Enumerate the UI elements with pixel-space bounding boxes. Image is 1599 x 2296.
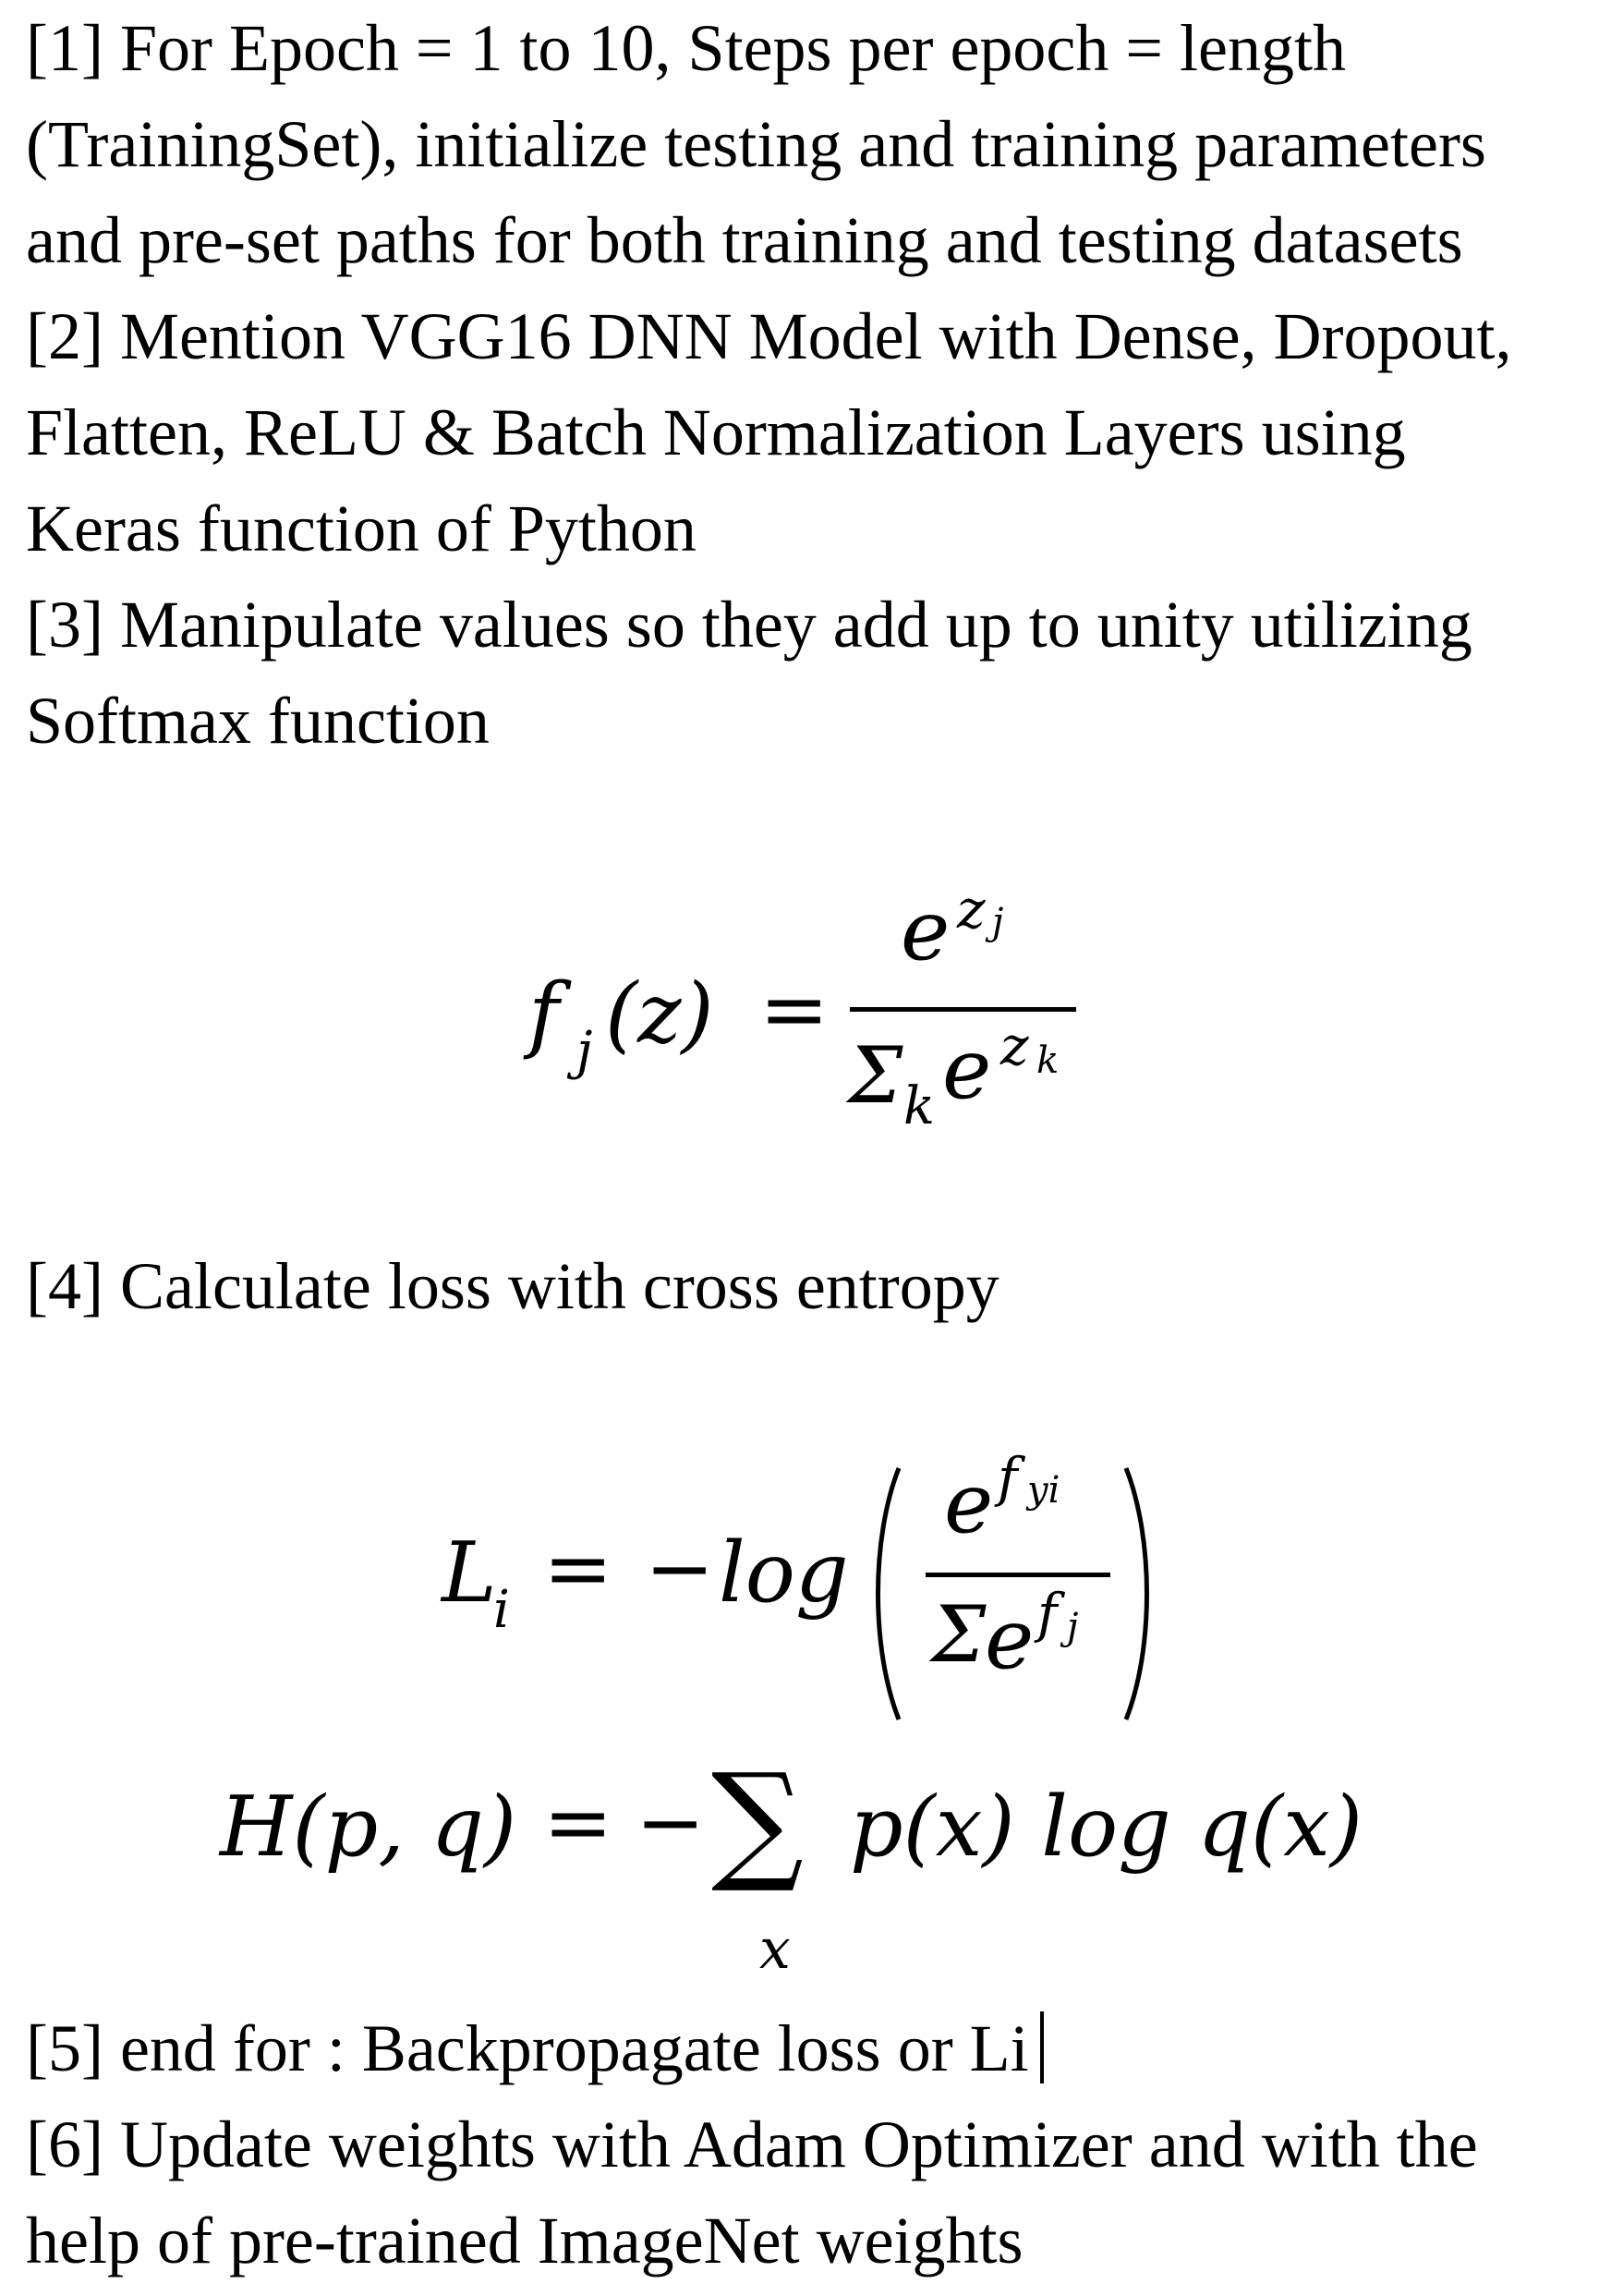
loss-equals: = (543, 1520, 613, 1617)
cross-entropy-rhs: p(x) log q(x) (850, 1779, 1363, 1876)
loss-den-exp-sub: j (1067, 1606, 1079, 1648)
cross-entropy-minus: − (636, 1774, 706, 1871)
loss-fraction-bar (926, 1573, 1110, 1577)
sum-icon: ∑ (711, 1746, 804, 1897)
step-1-line-3: and pre-set paths for both training and testing datasets (26, 203, 1463, 277)
step-4-line-1: [4] Calculate loss with cross entropy (26, 1249, 999, 1323)
softmax-den-base: e (942, 1021, 992, 1118)
loss-den-sigma: Σ (931, 1589, 987, 1680)
softmax-num-exp: z (957, 878, 986, 941)
softmax-den-exp: z (1000, 1014, 1029, 1077)
softmax-den-sigma-sub: k (903, 1076, 935, 1136)
loss-num-exp: f (998, 1446, 1018, 1509)
softmax-lhs-sub: j (576, 1021, 593, 1081)
softmax-lhs-arg: (z) (605, 966, 714, 1063)
step-3-line-1: [3] Manipulate values so they add up to unity utilizing (26, 588, 1472, 662)
softmax-equals: = (759, 961, 830, 1058)
step-2-line-2: Flatten, ReLU & Batch Normalization Layers using (26, 395, 1406, 469)
softmax-num-exp-sub: j (992, 901, 1004, 943)
loss-lhs-sub: i (493, 1580, 510, 1640)
loss-num-exp-sub: yi (1027, 1469, 1060, 1512)
cross-entropy-equals: = (543, 1774, 613, 1871)
step-1-line-1: [1] For Epoch = 1 to 10, Steps per epoch = length (26, 11, 1346, 85)
step-1-line-2: (TrainingSet), initialize testing and training parameters (26, 107, 1486, 181)
cross-entropy-lhs: H(p, q) (220, 1779, 517, 1876)
loss-den-base: e (985, 1591, 1035, 1688)
left-paren-icon (864, 1464, 902, 1723)
step-6-line-1: [6] Update weights with Adam Optimizer and with the (26, 2108, 1478, 2181)
loss-minus: − (645, 1520, 715, 1617)
loss-den-exp: f (1037, 1582, 1058, 1645)
softmax-num-base: e (901, 882, 951, 979)
loss-num-base: e (944, 1455, 994, 1552)
step-5-line-1 (26, 2000, 1044, 2096)
softmax-fraction-bar (850, 1007, 1076, 1012)
loss-log: log (719, 1525, 849, 1622)
text-cursor (1040, 2011, 1044, 2083)
softmax-lhs-f: f (528, 966, 560, 1063)
step-6-line-2: help of pre-trained ImageNet weights (26, 2204, 1024, 2278)
cross-entropy-sum-index: x (759, 1917, 791, 1982)
step-5-text: [5] end for : Backpropagate loss or Li (26, 2011, 1029, 2085)
step-3-line-2: Softmax function (26, 684, 490, 758)
right-paren-icon (1122, 1464, 1161, 1723)
softmax-den-sigma: Σ (848, 1030, 903, 1121)
softmax-den-exp-sub: k (1036, 1039, 1060, 1082)
step-2-line-3: Keras function of Python (26, 492, 697, 565)
step-2-line-1: [2] Mention VGG16 DNN Model with Dense, Dropout, (26, 299, 1512, 373)
loss-lhs-L: L (442, 1525, 497, 1622)
